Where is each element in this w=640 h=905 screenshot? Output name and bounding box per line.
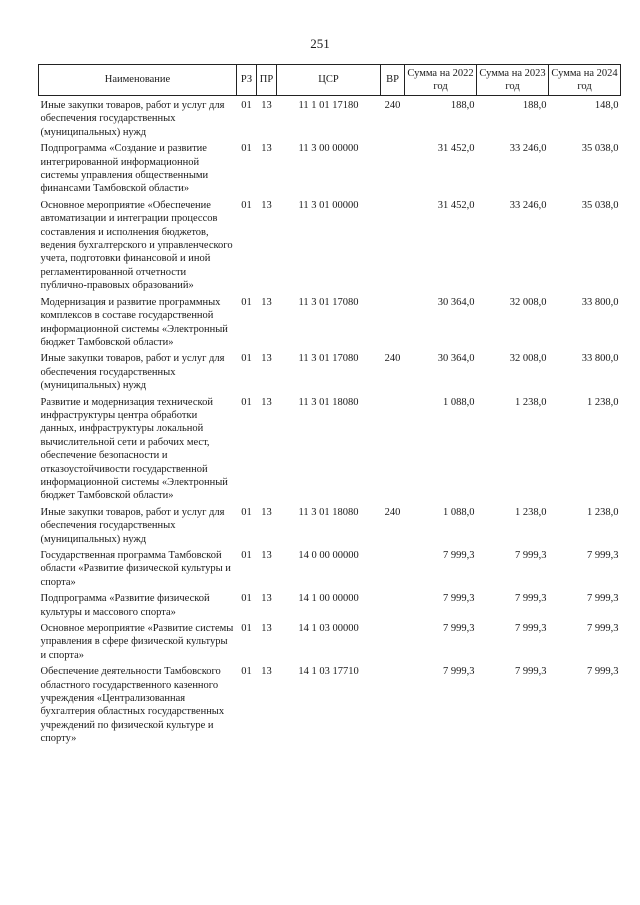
- row-sum-2024: 35 038,0: [581, 199, 619, 211]
- table-row: [39, 349, 621, 392]
- table-row: [39, 662, 621, 745]
- row-pr: 13: [261, 550, 272, 561]
- row-sum-2023: 33 246,0: [509, 143, 547, 155]
- row-name: Модернизация и развитие программных комплексов в составе государственной информационной системы «Электронный бюджет Тамбовской области»: [40, 296, 228, 348]
- table-body: [39, 96, 621, 746]
- header-csr: ЦСР: [277, 65, 381, 96]
- row-sum-2022: 30 364,0: [437, 353, 475, 365]
- row-pr: 13: [261, 100, 272, 111]
- row-csr: 11 3 01 17080: [298, 296, 359, 308]
- page-number: 251: [310, 36, 330, 51]
- row-sum-2024: 35 038,0: [581, 143, 619, 155]
- row-vr: 240: [384, 100, 401, 111]
- row-name: Иные закупки товаров, работ и услуг для обеспечения государственных (муниципальных) нужд: [40, 100, 225, 138]
- row-rz: 01: [241, 296, 252, 308]
- row-rz: 01: [241, 593, 252, 605]
- row-name: Основное мероприятие «Развитие системы управления в сфере физической культуры и спорта»: [40, 623, 234, 661]
- row-sum-2022: 31 452,0: [437, 143, 475, 155]
- row-csr: 11 1 01 17180: [298, 100, 359, 111]
- row-name: Подпрограмма «Развитие физической культуры и массового спорта»: [40, 593, 210, 618]
- row-pr: 13: [261, 143, 272, 155]
- row-sum-2022: 7 999,3: [443, 550, 475, 561]
- header-name: Наименование: [39, 65, 237, 96]
- row-sum-2022: 31 452,0: [437, 199, 475, 211]
- row-csr: 14 1 00 00000: [298, 593, 359, 605]
- row-csr: 14 1 03 00000: [298, 623, 359, 635]
- row-pr: 13: [261, 199, 272, 211]
- row-sum-2022: 1 088,0: [443, 506, 475, 518]
- row-pr: 13: [261, 623, 272, 635]
- row-sum-2023: 32 008,0: [509, 296, 547, 308]
- table-row: [39, 293, 621, 350]
- row-vr: [381, 393, 405, 503]
- row-sum-2023: 1 238,0: [515, 396, 547, 408]
- row-csr: 14 0 00 00000: [298, 550, 359, 561]
- table-row: [39, 619, 621, 662]
- table-row: [39, 196, 621, 293]
- row-rz: 01: [241, 353, 252, 365]
- row-sum-2023: 7 999,3: [515, 593, 547, 605]
- header-sum-2024: Сумма на 2024 год: [549, 65, 621, 96]
- row-name: Обеспечение деятельности Тамбовского областного государственного казенного учреждения «Централизованная бухгалтерия областных государственных учреждений по физической культуре и спорту»: [40, 666, 225, 745]
- row-sum-2022: 1 088,0: [443, 396, 475, 408]
- row-sum-2022: 188,0: [450, 100, 475, 111]
- row-name: Развитие и модернизация технической инфраструктуры центра обработки данных, инфраструктуры локальной вычислительной сети и рабочих мест, обеспечение безопасности и отказоустойчивости государственной информационной системы «Электронный бюджет Тамбовской области»: [40, 396, 228, 502]
- row-sum-2023: 1 238,0: [515, 506, 547, 518]
- row-name: Основное мероприятие «Обеспечение автоматизации и интеграции процессов составления и исполнения бюджетов, ведения бухгалтерского и управленческого учета, подготовки финансовой и иной регламентированной отчетности публично-правовых образований»: [40, 199, 233, 292]
- row-rz: 01: [241, 666, 252, 678]
- row-sum-2022: 7 999,3: [443, 623, 475, 635]
- row-sum-2023: 33 246,0: [509, 199, 547, 211]
- row-csr: 11 3 00 00000: [298, 143, 359, 155]
- row-sum-2022: 7 999,3: [443, 593, 475, 605]
- row-csr: 11 3 01 00000: [298, 199, 359, 211]
- row-rz: 01: [241, 623, 252, 635]
- row-pr: 13: [261, 506, 272, 518]
- row-sum-2024: 33 800,0: [581, 353, 619, 365]
- row-rz: 01: [241, 100, 252, 111]
- table-row: [39, 503, 621, 546]
- header-vr: ВР: [381, 65, 405, 96]
- row-pr: 13: [261, 296, 272, 308]
- row-sum-2024: 7 999,3: [587, 550, 619, 561]
- row-sum-2024: 148,0: [594, 100, 619, 111]
- row-csr: 11 3 01 18080: [298, 506, 359, 518]
- table-row: [39, 589, 621, 619]
- row-sum-2024: 7 999,3: [587, 623, 619, 635]
- table-row: [39, 393, 621, 503]
- row-rz: 01: [241, 396, 252, 408]
- row-vr: [381, 662, 405, 745]
- row-sum-2024: 1 238,0: [587, 396, 619, 408]
- row-sum-2023: 7 999,3: [515, 550, 547, 561]
- table-header-row: [39, 65, 621, 96]
- row-pr: 13: [261, 396, 272, 408]
- table-row: [39, 139, 621, 196]
- row-vr: [381, 619, 405, 662]
- row-vr: 240: [384, 506, 401, 518]
- row-sum-2022: 30 364,0: [437, 296, 475, 308]
- row-pr: 13: [261, 353, 272, 365]
- row-vr: 240: [384, 353, 401, 365]
- row-name: Государственная программа Тамбовской области «Развитие физической культуры и спорта»: [40, 550, 231, 588]
- table-row: [39, 96, 621, 140]
- row-name: Иные закупки товаров, работ и услуг для обеспечения государственных (муниципальных) нужд: [40, 353, 225, 392]
- row-pr: 13: [261, 666, 272, 678]
- row-sum-2024: 7 999,3: [587, 593, 619, 605]
- row-sum-2023: 7 999,3: [515, 623, 547, 635]
- table-row: [39, 546, 621, 589]
- row-rz: 01: [241, 550, 252, 561]
- header-sum-2023: Сумма на 2023 год: [477, 65, 549, 96]
- row-sum-2024: 1 238,0: [587, 506, 619, 518]
- row-vr: [381, 546, 405, 589]
- row-sum-2023: 188,0: [522, 100, 547, 111]
- row-sum-2024: 7 999,3: [587, 666, 619, 678]
- row-rz: 01: [241, 143, 252, 155]
- budget-table: [38, 64, 621, 746]
- row-rz: 01: [241, 199, 252, 211]
- row-pr: 13: [261, 593, 272, 605]
- header-pr: ПР: [257, 65, 277, 96]
- row-csr: 11 3 01 18080: [298, 396, 359, 408]
- row-vr: [381, 196, 405, 293]
- row-sum-2022: 7 999,3: [443, 666, 475, 678]
- header-rz: РЗ: [237, 65, 257, 96]
- row-vr: [381, 293, 405, 350]
- header-sum-2022: Сумма на 2022 год: [405, 65, 477, 96]
- row-csr: 11 3 01 17080: [298, 353, 359, 365]
- row-name: Иные закупки товаров, работ и услуг для обеспечения государственных (муниципальных) нужд: [40, 506, 225, 545]
- row-sum-2024: 33 800,0: [581, 296, 619, 308]
- row-vr: [381, 589, 405, 619]
- row-vr: [381, 139, 405, 196]
- row-rz: 01: [241, 506, 252, 518]
- row-name: Подпрограмма «Создание и развитие интегрированной информационной системы управления общественными финансами Тамбовской области»: [40, 143, 209, 195]
- row-csr: 14 1 03 17710: [298, 666, 359, 678]
- row-sum-2023: 32 008,0: [509, 353, 547, 365]
- row-sum-2023: 7 999,3: [515, 666, 547, 678]
